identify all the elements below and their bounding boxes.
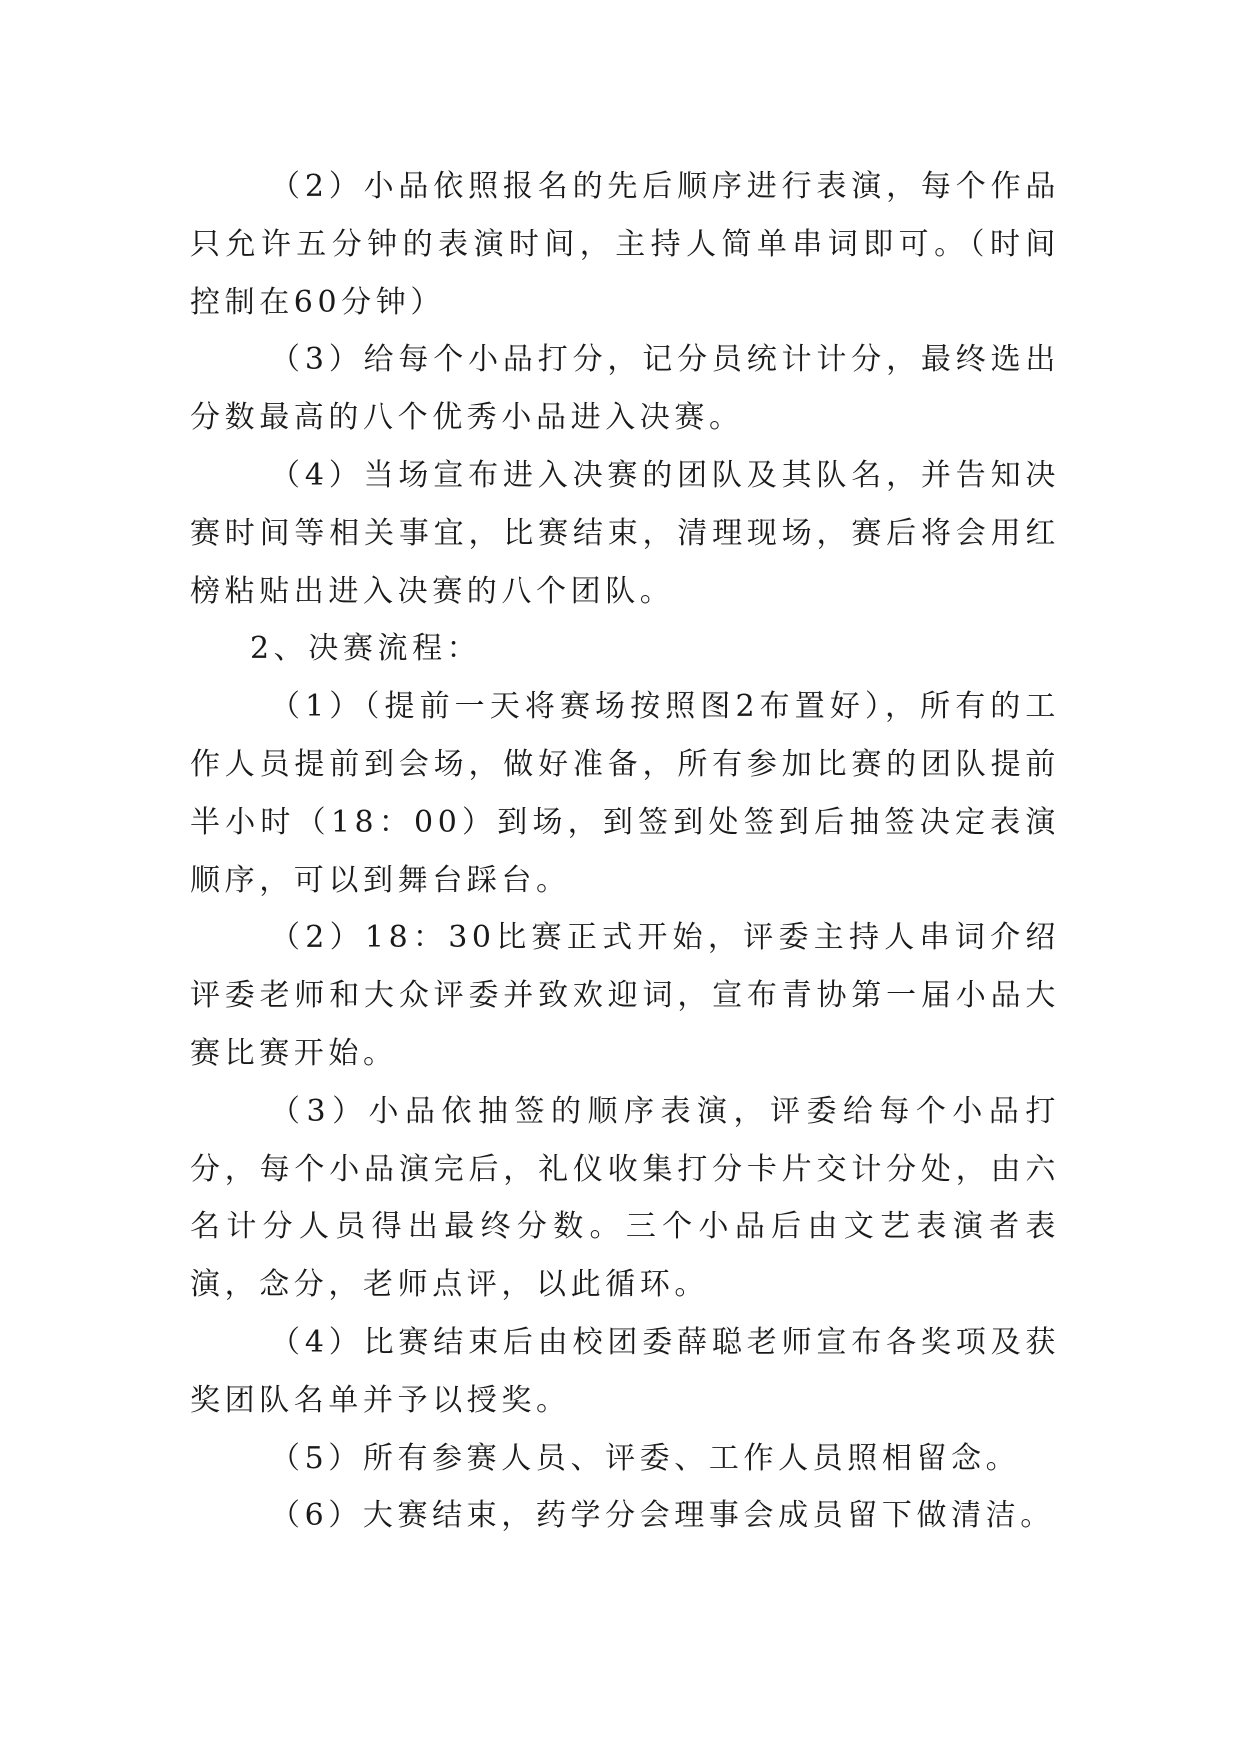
document-body (190, 158, 1060, 1545)
paragraph-final-step-5: （5）所有参赛人员、评委、工作人员照相留念。 (270, 1440, 1021, 1476)
paragraph-final-step-6: （6）大赛结束，药学分会理事会成员留下做清洁。 (270, 1498, 1055, 1534)
paragraph-final-step-4: （4）比赛结束后由校团委薛聪老师宣布各奖项及获奖团队名单并予以授奖。 (190, 1324, 1060, 1418)
paragraph-preliminary-step-3: （3）给每个小品打分，记分员统计计分，最终选出分数最高的八个优秀小品进入决赛。 (190, 342, 1060, 436)
paragraph-preliminary-step-2: （2）小品依照报名的先后顺序进行表演，每个作品只允许五分钟的表演时间，主持人简单串词即可。（时间控制在60分钟） (190, 169, 1060, 320)
paragraph-final-step-1: （1）（提前一天将赛场按照图2布置好），所有的工作人员提前到会场，做好准备，所有参加比赛的团队提前半小时（18：00）到场，到签到处签到后抽签决定表演顺序，可以到舞台踩台。 (190, 689, 1060, 898)
paragraph-preliminary-step-4: （4）当场宣布进入决赛的团队及其队名，并告知决赛时间等相关事宜，比赛结束，清理现场，赛后将会用红榜粘贴出进入决赛的八个团队。 (190, 457, 1060, 609)
paragraph-final-step-2: （2）18：30比赛正式开始，评委主持人串词介绍评委老师和大众评委并致欢迎词，宣布青协第一届小品大赛比赛开始。 (190, 920, 1060, 1071)
paragraph-final-step-3: （3）小品依抽签的顺序表演，评委给每个小品打分，每个小品演完后，礼仪收集打分卡片交计分处，由六名计分人员得出最终分数。三个小品后由文艺表演者表演，念分，老师点评，以此循环。 (190, 1093, 1060, 1303)
section-heading-final-process: 2、决赛流程： (250, 631, 482, 667)
